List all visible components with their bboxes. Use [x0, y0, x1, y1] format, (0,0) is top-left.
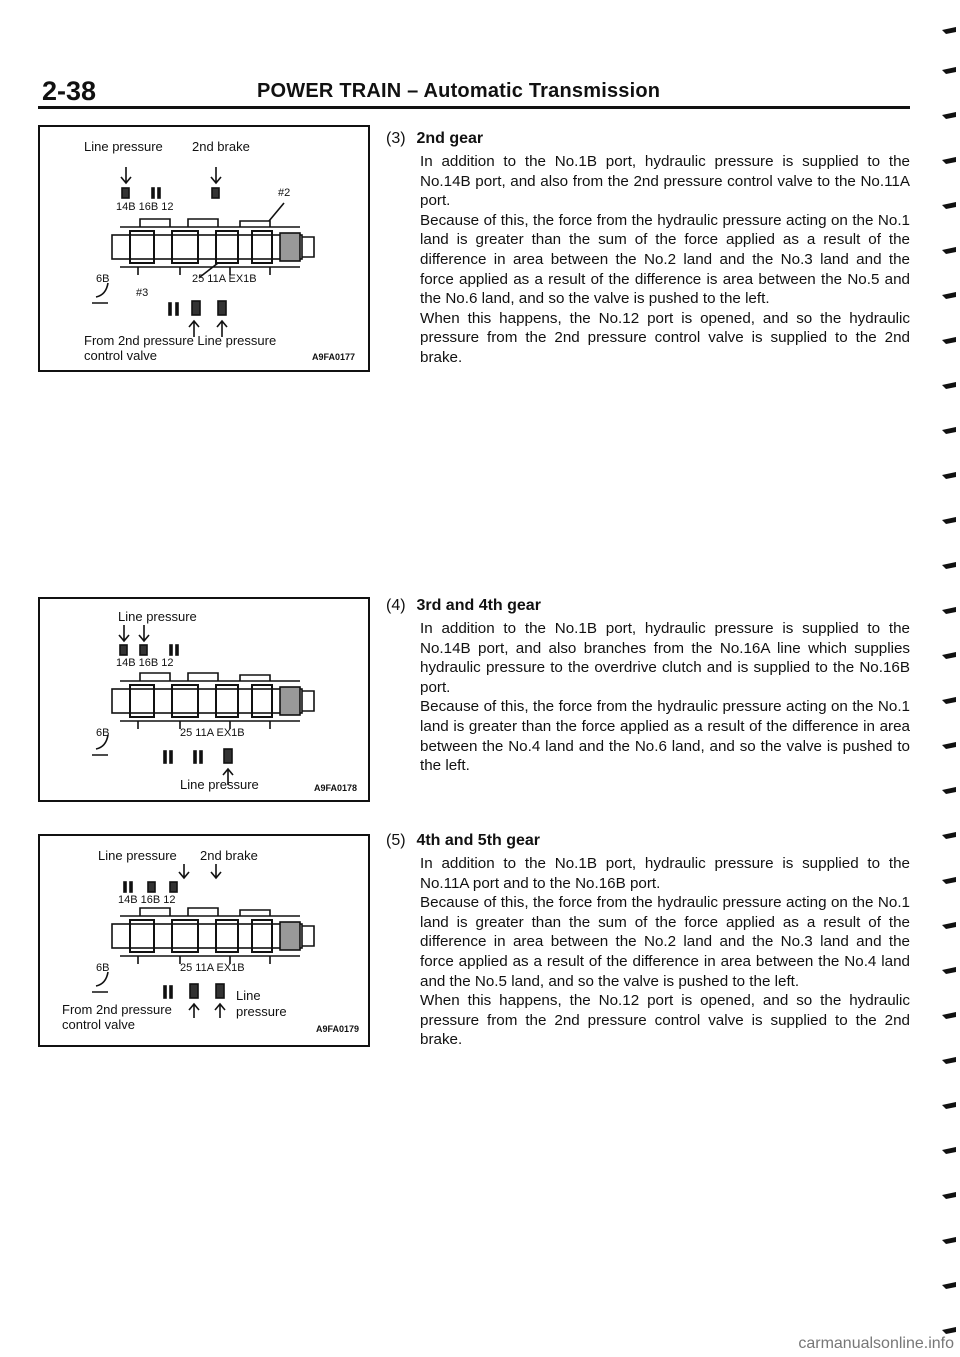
- label-port-6b: 6B: [96, 273, 110, 285]
- figure-code: A9FA0177: [312, 352, 356, 362]
- label-line-pressure-top: Line pressure: [118, 609, 197, 624]
- label-port-6b: 6B: [96, 962, 110, 974]
- label-ports-bottom: 25 11A EX1B: [180, 727, 245, 739]
- label-line: Line: [236, 988, 261, 1003]
- label-ports-top: 14B 16B 12: [116, 201, 174, 213]
- watermark: carmanualsonline.info: [798, 1335, 954, 1352]
- paragraph: Because of this, the force from the hydraulic pressure acting on the No.1 land is greater than the force applied as a result of the difference in area between the No.4 land and the No.6 land, and so the valve is pushed to the left.: [420, 698, 910, 775]
- label-mark-2: #2: [278, 187, 291, 199]
- figure-3rd-4th-gear: [38, 597, 370, 802]
- binding-edge-marks: [938, 20, 960, 1350]
- paragraph: In addition to the No.1B port, hydraulic pressure is supplied to the No.14B port, and also from the 2nd pressure control valve to the No.11A port.: [420, 153, 910, 210]
- section-3rd-4th-gear: [386, 597, 910, 776]
- page-number: 2-38: [42, 76, 97, 106]
- paragraph: When this happens, the No.12 port is opened, and so the hydraulic pressure from the 2nd pressure control valve is supplied to the 2nd brake.: [420, 309, 910, 366]
- header-rule: [38, 106, 910, 109]
- label-port-6b: 6B: [96, 727, 110, 739]
- label-bottom: From 2nd pressure Line pressure: [84, 333, 277, 348]
- label-2nd-brake: 2nd brake: [192, 139, 250, 154]
- paragraph: In addition to the No.1B port, hydraulic pressure is supplied to the No.11A port and to the No.16B port.: [420, 855, 910, 892]
- paragraph: In addition to the No.1B port, hydraulic pressure is supplied to the No.14B port, and also branches from the No.16A line which supplies hydraulic pressure to the overdrive clutch and is supplied to the No.16B port.: [420, 620, 910, 696]
- figure-4th-5th-gear: [38, 834, 370, 1047]
- label-pressure: pressure: [236, 1004, 287, 1019]
- label-ports-top: 14B 16B 12: [118, 894, 176, 906]
- label-ports-bottom: 25 11A EX1B: [192, 273, 257, 285]
- paragraph: Because of this, the force from the hydraulic pressure acting on the No.1 land is greater than the sum of the force applied as a result of the difference in area between the No.2 land and the No.3 land and the force applied as a result of the difference is area between the No.5 and the No.6 land, and so the valve is pushed to the left.: [420, 211, 910, 308]
- paragraph: When this happens, the No.12 port is opened, and so the hydraulic pressure from the 2nd pressure control valve is supplied to the 2nd brake.: [420, 992, 910, 1049]
- figure-code: A9FA0178: [314, 783, 358, 793]
- label-ports-bottom: 25 11A EX1B: [180, 962, 245, 974]
- section-heading: (3) 2nd gear: [386, 130, 484, 147]
- label-line-pressure-bottom: Line pressure: [180, 777, 259, 792]
- section-2nd-gear: [386, 130, 910, 368]
- label-mark-3: #3: [136, 287, 149, 299]
- label-line-pressure: Line pressure: [84, 139, 163, 154]
- figure-2nd-gear: [38, 125, 370, 372]
- label-ports-top: 14B 16B 12: [116, 657, 174, 669]
- figure-code: A9FA0179: [316, 1024, 360, 1034]
- label-bottom-2: control valve: [62, 1017, 135, 1032]
- label-2nd-brake: 2nd brake: [200, 848, 258, 863]
- paragraph: Because of this, the force from the hydraulic pressure acting on the No.1 land is greater than the sum of the force applied as a result of the difference in area between the No.2 land and the No.3 land and the force applied as a result of the difference in area between the No.4 land and the No.5 land, and so the valve is pushed to the left.: [420, 894, 910, 990]
- label-bottom-2: control valve: [84, 348, 157, 363]
- valve-diagram: [40, 599, 370, 802]
- section-heading: (4) 3rd and 4th gear: [386, 597, 541, 614]
- label-bottom: From 2nd pressure: [62, 1002, 172, 1017]
- page-title: POWER TRAIN – Automatic Transmission: [257, 80, 661, 102]
- section-4th-5th-gear: [386, 832, 910, 1050]
- label-line-pressure: Line pressure: [98, 848, 177, 863]
- section-heading: (5) 4th and 5th gear: [386, 832, 541, 849]
